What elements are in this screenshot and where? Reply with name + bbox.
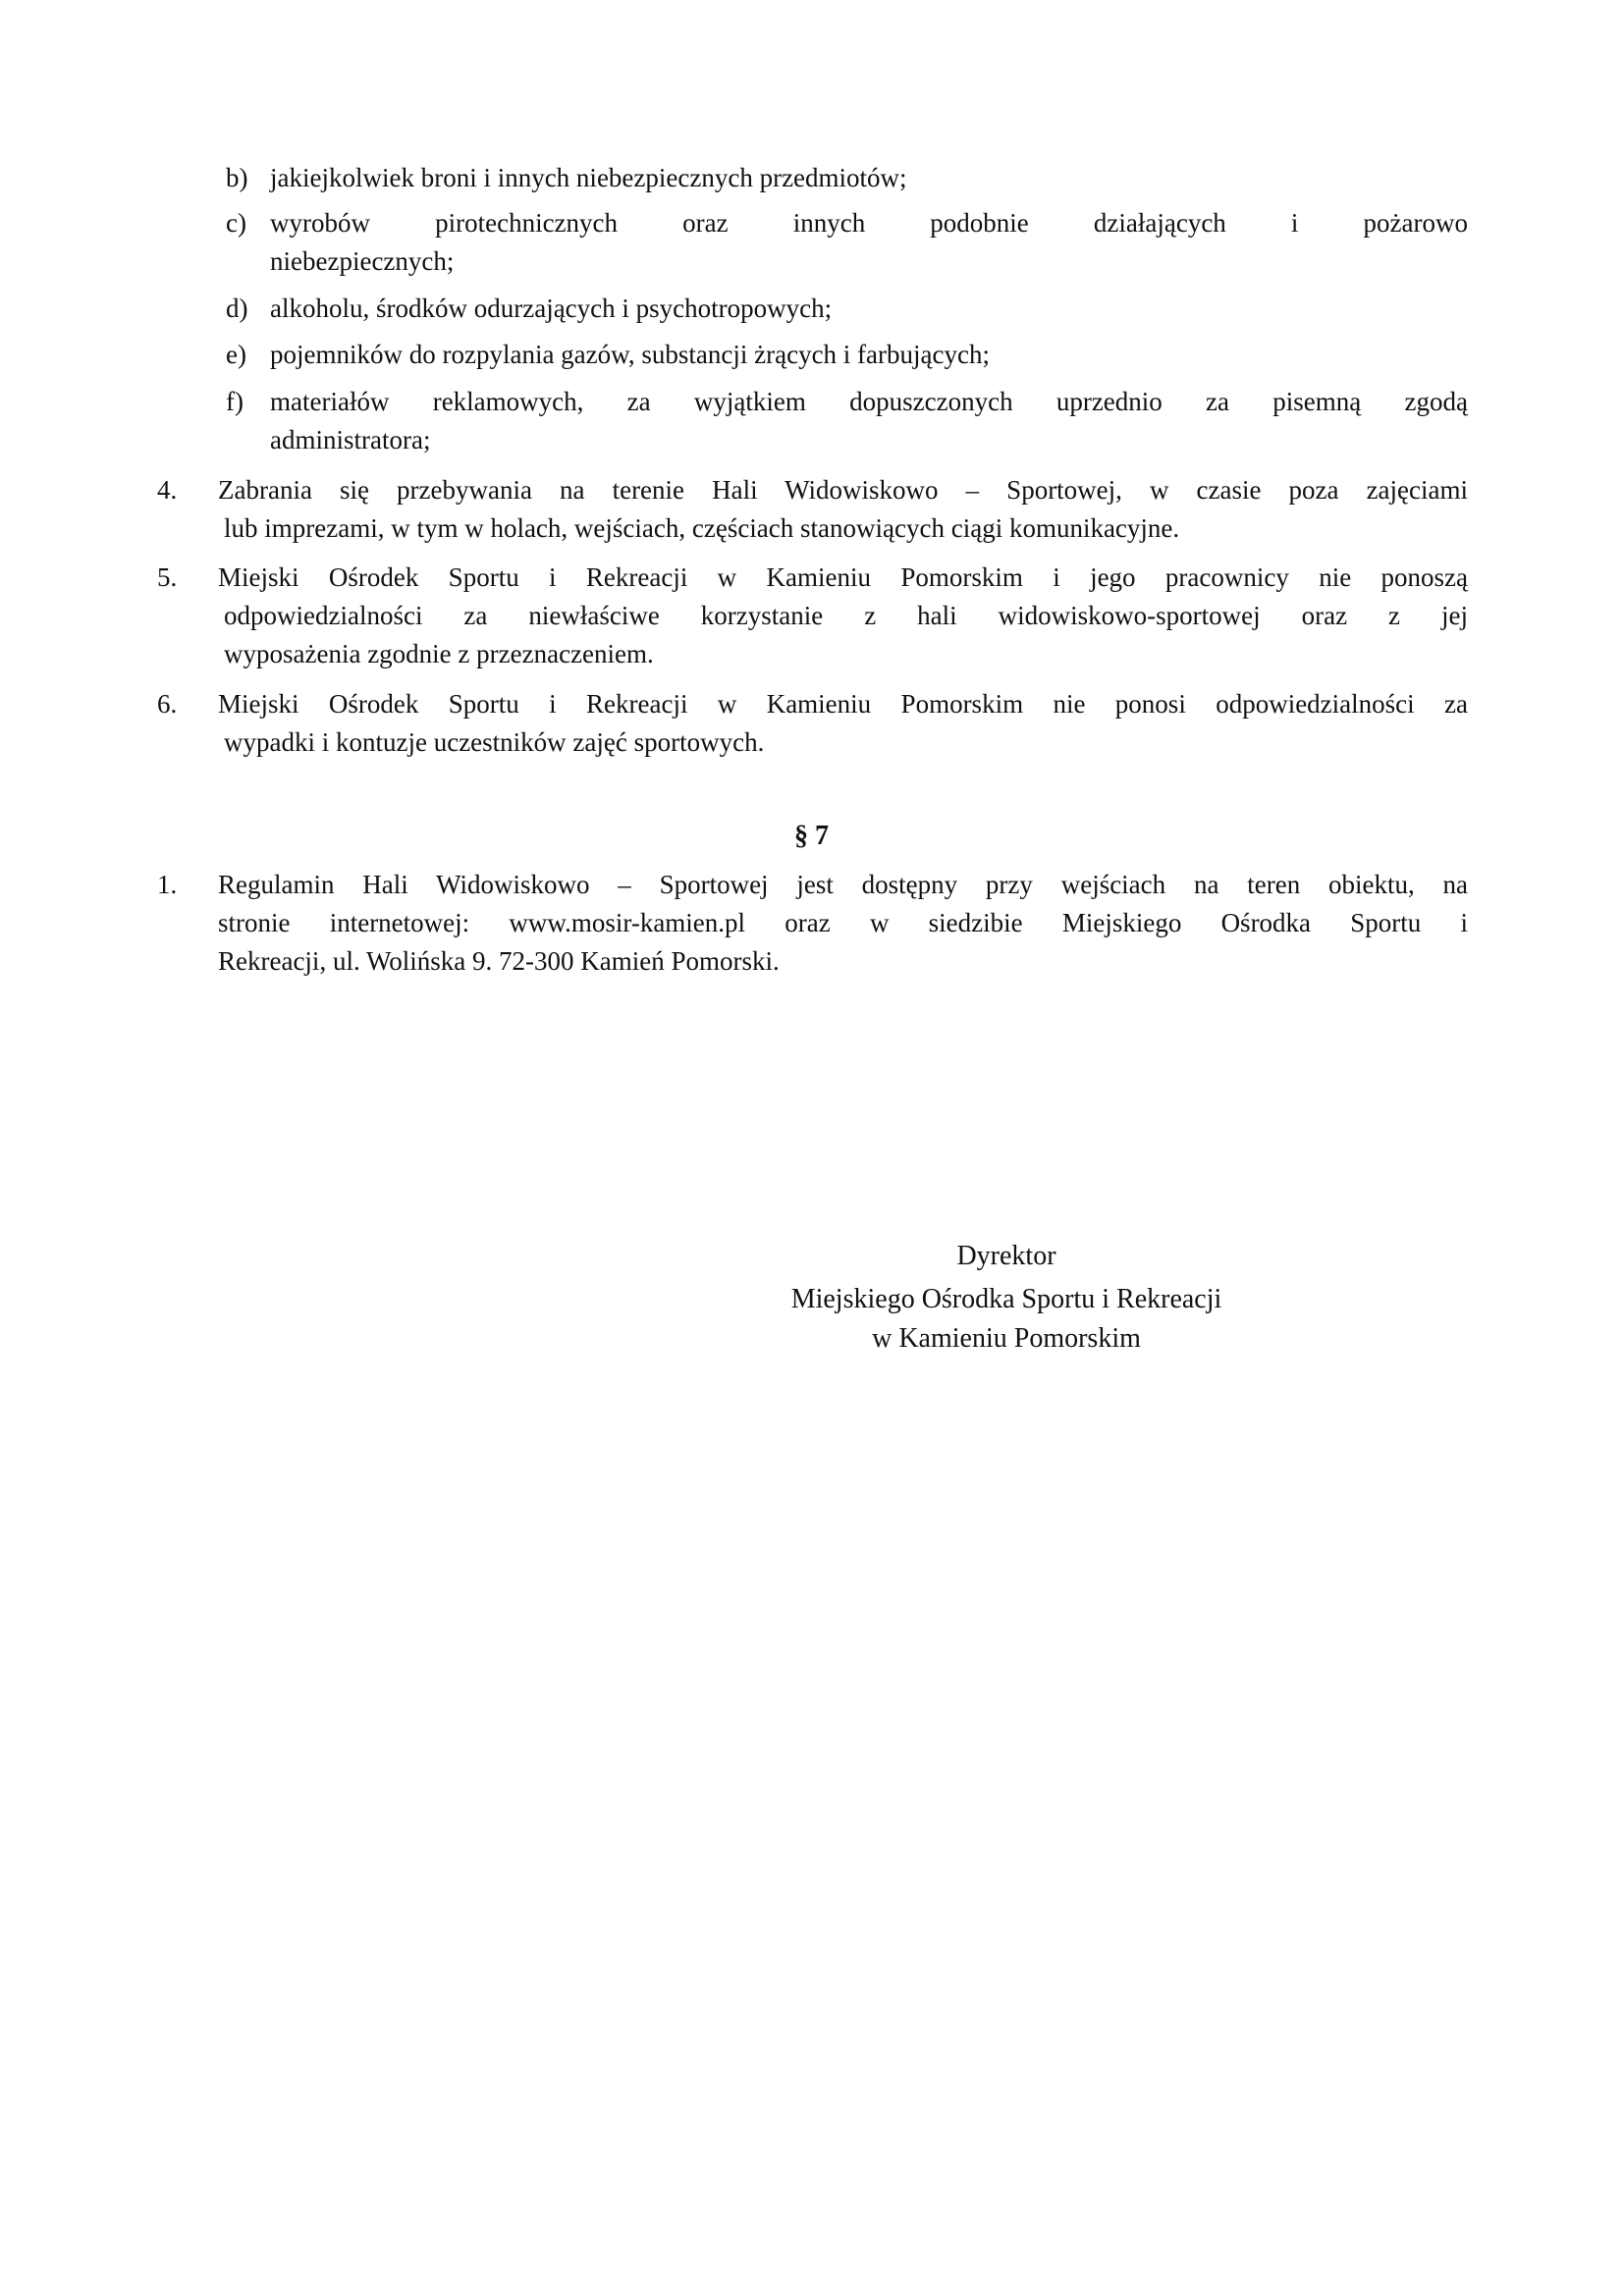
list-item-text: Miejski Ośrodek Sportu i Rekreacji w Kamieniu Pomorskim nie ponosi odpowiedzialności za [218, 689, 1468, 719]
list-marker: f) [226, 387, 243, 416]
list-marker: b) [226, 163, 248, 192]
list-item-text: lub imprezami, w tym w holach, wejściach, częściach stanowiących ciągi komunikacyjne. [224, 513, 1180, 543]
list-item-text: wypadki i kontuzje uczestników zajęć sportowych. [224, 727, 765, 757]
list-item-text: administratora; [270, 425, 431, 454]
list-item-text: materiałów reklamowych, za wyjątkiem dopuszczonych uprzednio za pisemną zgodą [270, 387, 1468, 416]
list-item-text: pojemników do rozpylania gazów, substancji żrących i farbujących; [270, 340, 990, 369]
list-marker: d) [226, 294, 248, 323]
list-item-text: alkoholu, środków odurzających i psychotropowych; [270, 294, 833, 323]
list-item-text: stronie internetowej: www.mosir-kamien.pl oraz w siedzibie Miejskiego Ośrodka Sportu i [218, 908, 1468, 937]
signature-location: w Kamieniu Pomorskim [872, 1323, 1141, 1354]
signature-block [687, 1233, 1325, 1359]
list-marker: e) [226, 340, 246, 369]
list-item-text: niebezpiecznych; [270, 246, 455, 276]
list-item-text: Miejski Ośrodek Sportu i Rekreacji w Kamieniu Pomorskim i jego pracownicy nie ponoszą [218, 562, 1468, 592]
list-marker: 5. [157, 562, 178, 592]
list-item-text: wyrobów pirotechnicznych oraz innych podobnie działających i pożarowo [270, 208, 1468, 238]
list-marker: c) [226, 208, 246, 238]
list-item-text: Rekreacji, ul. Wolińska 9. 72-300 Kamień Pomorski. [218, 946, 780, 976]
section-heading: § 7 [794, 821, 829, 851]
list-item-text: wyposażenia zgodnie z przeznaczeniem. [224, 639, 654, 668]
list-marker: 6. [157, 689, 178, 719]
list-item-text: jakiejkolwiek broni i innych niebezpiecznych przedmiotów; [270, 163, 907, 192]
list-item-text: Zabrania się przebywania na terenie Hali Widowiskowo – Sportowej, w czasie poza zajęciami [218, 475, 1468, 505]
list-marker: 4. [157, 475, 178, 505]
list-marker: 1. [157, 870, 178, 899]
signature-title: Dyrektor [956, 1241, 1056, 1271]
list-item-text: odpowiedzialności za niewłaściwe korzystanie z hali widowiskowo-sportowej oraz z jej [224, 601, 1468, 630]
list-item-text: Regulamin Hali Widowiskowo – Sportowej jest dostępny przy wejściach na teren obiektu, na [218, 870, 1468, 899]
signature-organization: Miejskiego Ośrodka Sportu i Rekreacji [790, 1284, 1222, 1314]
